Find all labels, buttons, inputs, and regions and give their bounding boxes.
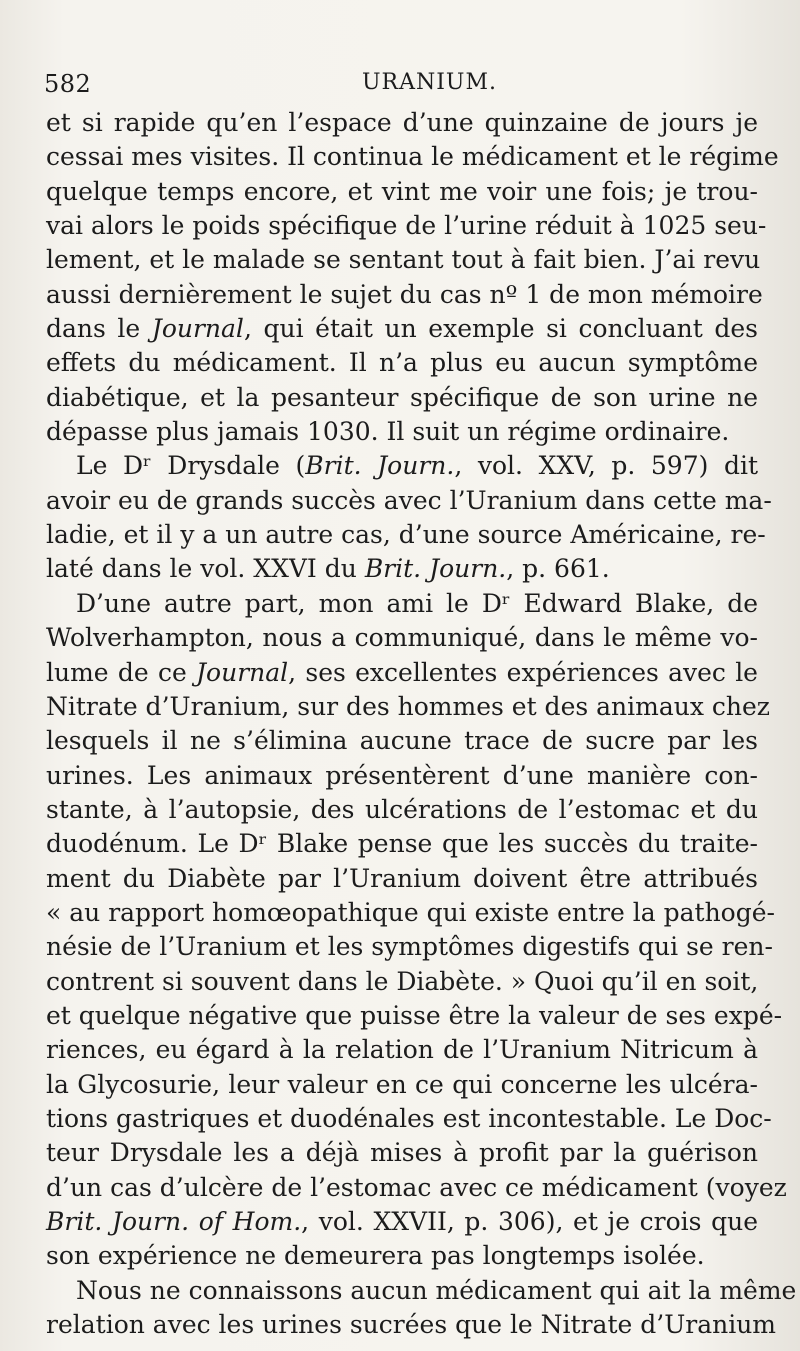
text-line: dans le Journal, qui était un exemple si concluant des [46, 314, 758, 344]
text-line: urines. Les animaux présentèrent d’une manière con- [46, 760, 758, 790]
text-line: duodénum. Le Dʳ Blake pense que les succès du traite- [46, 829, 758, 859]
text-line: Wolverhampton, nous a communiqué, dans le même vo- [46, 623, 758, 653]
text-line: lume de ce Journal, ses excellentes expériences avec le [46, 657, 758, 687]
text-line: ment du Diabète par l’Uranium doivent être attribués [46, 863, 758, 893]
text-line: la Glycosurie, leur valeur en ce qui concerne les ulcéra- [46, 1069, 758, 1099]
text-line: stante, à l’autopsie, des ulcérations de l’estomac et du [46, 794, 758, 824]
text-line: « au rapport homœopathique qui existe entre la pathogé- [46, 897, 775, 927]
text-line: Brit. Journ. of Hom., vol. XXVII, p. 306), et je crois que [46, 1207, 758, 1236]
text-line: Nitrate d’Uranium, sur des hommes et des animaux chez [46, 691, 770, 721]
text-line: Nous ne connaissons aucun médicament qui ait la même [76, 1275, 797, 1305]
text-line: diabétique, et la pesanteur spécifique de son urine ne [46, 382, 758, 412]
text-line: laté dans le vol. XXVI du Brit. Journ., p. 661. [46, 554, 610, 584]
text-line: d’un cas d’ulcère de l’estomac avec ce médicament (voyez [46, 1172, 787, 1202]
text-line: et quelque négative que puisse être la valeur de ses expé- [46, 1000, 783, 1030]
text-line: effets du médicament. Il n’a plus eu aucun symptôme [46, 348, 758, 378]
text-line: dépasse plus jamais 1030. Il suit un régime ordinaire. [46, 417, 730, 447]
text-line: lesquels il ne s’élimina aucune trace de sucre par les [46, 726, 758, 756]
text-line: contrent si souvent dans le Diabète. » Quoi qu’il en soit, [46, 966, 759, 996]
body-text [46, 106, 797, 1342]
text-line: et si rapide qu’en l’espace d’une quinzaine de jours je [46, 108, 758, 137]
text-line: tions gastriques et duodénales est incontestable. Le Doc- [46, 1103, 772, 1133]
text-line: quelque temps encore, et vint me voir une fois; je trou- [46, 176, 758, 206]
text-line: cessai mes visites. Il continua le médicament et le régime [46, 142, 779, 172]
text-line: teur Drysdale les a déjà mises à profit par la guérison [46, 1138, 758, 1168]
text-line: avoir eu de grands succès avec l’Uranium dans cette ma- [46, 485, 772, 515]
page-number: 582 [44, 70, 92, 98]
text-line: vai alors le poids spécifique de l’urine réduit à 1025 seu- [46, 211, 767, 241]
text-line: D’une autre part, mon ami le Dʳ Edward Blake, de [76, 588, 758, 618]
text-line: ladie, et il y a un autre cas, d’une source Américaine, re- [46, 520, 766, 550]
text-line: aussi dernièrement le sujet du cas nº 1 de mon mémoire [46, 279, 763, 309]
text-line: Le Dʳ Drysdale (Brit. Journ., vol. XXV, p. 597) dit [76, 451, 758, 481]
text-line: riences, eu égard à la relation de l’Uranium Nitricum à [46, 1035, 758, 1065]
text-line: nésie de l’Uranium et les symptômes digestifs qui se ren- [46, 932, 773, 962]
text-line: relation avec les urines sucrées que le Nitrate d’Uranium [46, 1310, 777, 1340]
text-line: lement, et le malade se sentant tout à fait bien. J’ai revu [46, 245, 761, 275]
text-line: son expérience ne demeurera pas longtemps isolée. [46, 1241, 705, 1271]
running-head [44, 64, 764, 100]
running-title: URANIUM. [362, 70, 497, 95]
